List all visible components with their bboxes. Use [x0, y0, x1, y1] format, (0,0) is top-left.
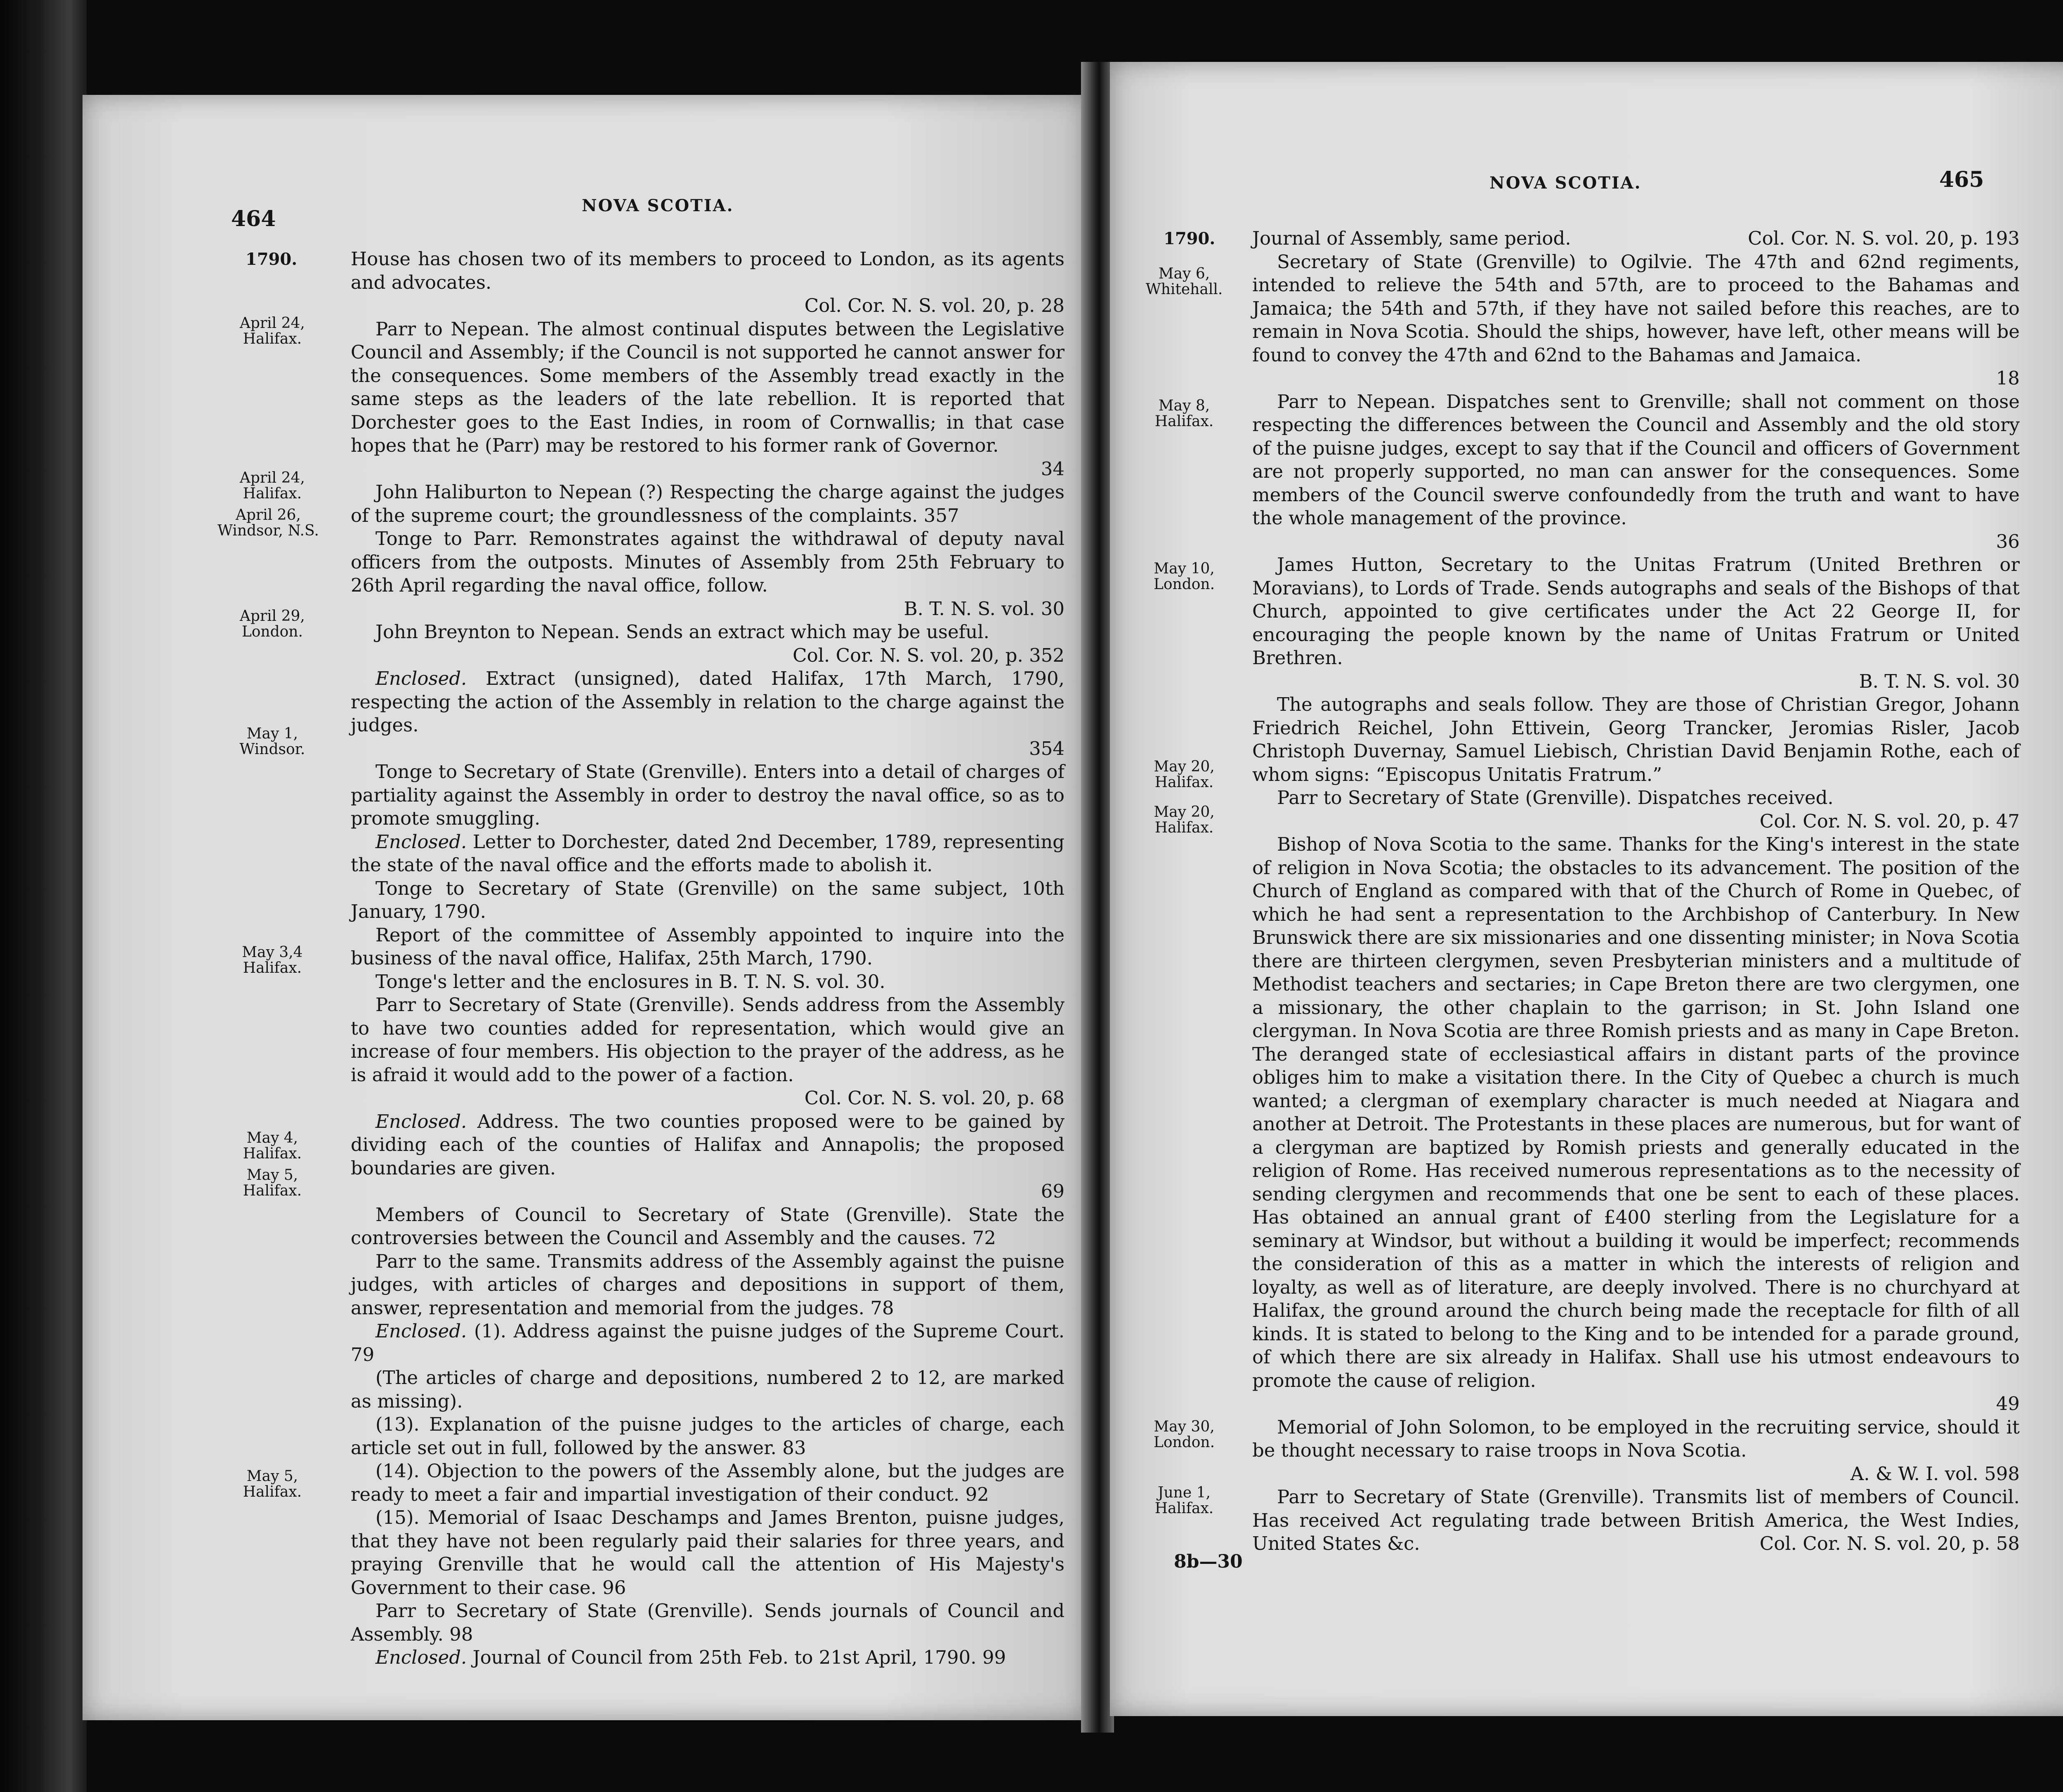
- page-ref: 69: [1041, 1180, 1065, 1202]
- printer-signature: 8b—30: [1174, 1551, 1243, 1572]
- entry: Journal of Assembly, same period. Col. Cor. N. S. vol. 20, p. 193: [1252, 227, 2020, 250]
- entry: (15). Memorial of Isaac Deschamps and James Brenton, puisne judges, that they have not been regularly paid their salaries for three years, and praying Grenville that he would call the attention of His Majesty's Government to their case. 96: [351, 1507, 1065, 1599]
- reference: Col. Cor. N. S. vol. 20, p. 28: [804, 295, 1065, 316]
- margin-notes: [219, 470, 326, 502]
- page-ref: 79: [351, 1343, 375, 1365]
- page-number: 464: [231, 206, 276, 231]
- margin-date: April 24, Halifax.: [240, 469, 305, 502]
- entry: Parr to Nepean. Dispatches sent to Grenville; shall not comment on those respecting the differences between the Council and Assembly and the old story of the puisne judges, except to say that if the Council and officers of Government are not properly supported, no man can answer for the consequences. Some members of the Council swerve confoundedly from the truth and want to have the whole management of the province. 36: [1252, 390, 2020, 554]
- entry: House has chosen two of its members to proceed to London, as its agents and advocates. Col. Cor. N. S. vol. 20, p. 28: [351, 248, 1065, 318]
- page-ref: 98: [449, 1623, 473, 1645]
- margin-date: April 24, Halifax.: [240, 315, 305, 347]
- margin-date: May 5, Halifax.: [243, 1167, 302, 1199]
- left-text-column: [351, 248, 1065, 1669]
- reference: B. T. N. S. vol. 30: [1859, 670, 2020, 692]
- margin-notes: [1131, 266, 1238, 297]
- page-ref: 18: [1996, 367, 2020, 389]
- entry: Parr to Secretary of State (Grenville). Transmits list of members of Council. Has received Act regulating trade between British America, the West Indies, United States &c. Col. Cor. N. S. vol. 20, p. 58: [1252, 1485, 2020, 1556]
- entry: Enclosed. Address. The two counties proposed were to be gained by dividing each of the counties of Halifax and Annapolis; the proposed boundaries are given. 69: [351, 1110, 1065, 1203]
- right-page: [1110, 62, 2063, 1716]
- margin-notes: [215, 507, 322, 539]
- entry: Tonge to Secretary of State (Grenville) on the same subject, 10th January, 1790.: [351, 877, 1065, 922]
- entry: John Breynton to Nepean. Sends an extract which may be useful. Col. Cor. N. S. vol. 20, p. 352: [351, 620, 1065, 667]
- page-ref: 49: [1996, 1393, 2020, 1415]
- page-ref: 36: [1996, 530, 2020, 552]
- page-ref: 83: [782, 1436, 806, 1459]
- year-label: 1790.: [245, 250, 297, 269]
- book-edge-left: [0, 0, 87, 1792]
- running-head: NOVA SCOTIA.: [582, 196, 734, 215]
- margin-notes: [1131, 398, 1238, 429]
- entry: Bishop of Nova Scotia to the same. Thanks for the King's interest in the state of religion in Nova Scotia; the obstacles to its advancement. The position of the Church of England as compared with that of the Church of Rome in Quebec, of which he had sent a representation to the Archbishop of Canterbury. In New Brunswick there are six missionaries and one dissenting minister; in Nova Scotia there are thirteen clergymen, seven Presbyterian ministers and a multitude of Methodist teachers and sectaries; in Cape Breton there are two clergymen, one a missionary, the other chaplain to the garrison; in St. John Island one clergyman. In Nova Scotia are three Romish priests and as many in Cape Breton. The deranged state of ecclesiastical affairs in distant parts of the province obliges him to make a visitation there. In the City of Quebec a church is much wanted; a clergman of exemplary character is much needed at Niagara and another at Detroit. The Protestants in these places are numerous, but for want of a clergyman are baptized by Romish priests and generally educated in the religion of Rome. Has received numerous representations as to the necessity of sending clergymen and recommends that one be sent to each of these places. Has obtained an annual grant of £400 sterling from the Legislature for a seminary at Windsor, but without a building it would be imperfect; recommends the consideration of this as a matter in which the interests of religion and loyalty, as well as of literature, are deeply involved. There is no churchyard at Halifax, the ground around the church being made the receptacle for filth of all kinds. It is stated to belong to the King and to be intended for a parade ground, of which there are six already in Halifax. Shall use his utmost endeavours to promote the cause of religion. 49: [1252, 833, 2020, 1416]
- book-gutter: [1081, 62, 1114, 1733]
- entry: Enclosed. (1). Address against the puisne judges of the Supreme Court. 79: [351, 1320, 1065, 1365]
- margin-notes: [219, 608, 326, 640]
- margin-date: June 1, Halifax.: [1154, 1484, 1214, 1517]
- entry: Parr to Nepean. The almost continual disputes between the Legislative Council and Assembly; if the Council is not supported he cannot answer for the consequences. Some members of the Assembly tread exactly in the same steps as the leaders of the late rebellion. It is reported that Dorchester goes to the East Indies, in room of Cornwallis; in that case hopes that he (Parr) may be restored to his former rank of Governor. 34: [351, 318, 1065, 481]
- reference: B. T. N. S. vol. 30: [904, 597, 1065, 620]
- margin-date: May 4, Halifax.: [243, 1129, 302, 1162]
- entry: Tonge to Parr. Remonstrates against the withdrawal of deputy naval officers from the outposts. Minutes of Assembly from 25th February to 26th April regarding the naval office, follow. B. T. N. S. vol. 30: [351, 527, 1065, 620]
- entry: Memorial of John Solomon, to be employed in the recruiting service, should it be thought necessary to raise troops in Nova Scotia. A. & W. I. vol. 598: [1252, 1416, 2020, 1486]
- left-page: [83, 95, 1085, 1720]
- entry: (14). Objection to the powers of the Assembly alone, but the judges are ready to meet a fair and impartial investigation of their conduct. 92: [351, 1460, 1065, 1505]
- entry: Enclosed. Letter to Dorchester, dated 2nd December, 1789, representing the state of the naval office and the efforts made to abolish it.: [351, 830, 1065, 876]
- page-ref: 354: [1029, 737, 1065, 759]
- entry: Members of Council to Secretary of State (Grenville). State the controversies between the Council and Assembly and the causes. 72: [351, 1203, 1065, 1249]
- margin-notes: [219, 1167, 326, 1199]
- entry: Report of the committee of Assembly appointed to inquire into the business of the naval office, Halifax, 25th March, 1790.: [351, 924, 1065, 969]
- entry: James Hutton, Secretary to the Unitas Fratrum (United Brethren or Moravians), to Lords of Trade. Sends autographs and seals of the Bishops of that Church, appointed to give certificates under the Act 22 George II, for encouraging the people known by the name of Unitas Fratrum or United Brethren. B. T. N. S. vol. 30: [1252, 553, 2020, 693]
- reference: Col. Cor. N. S. vol. 20, p. 47: [1759, 810, 2020, 832]
- right-text-column: [1252, 227, 2020, 1556]
- entry: Secretary of State (Grenville) to Ogilvie. The 47th and 62nd regiments, intended to relieve the 54th and 57th, are to proceed to the Bahamas and Jamaica; the 54th and 57th, if they have not sailed before this reaches, are to remain in Nova Scotia. Should the ships, however, have left, other means will be found to convey the 47th and 62nd to the Bahamas and Jamaica. 18: [1252, 250, 2020, 390]
- entry: Tonge to Secretary of State (Grenville). Enters into a detail of charges of partiality against the Assembly in order to destroy the naval office, so as to promote smuggling.: [351, 761, 1065, 829]
- page-ref: 99: [982, 1646, 1006, 1668]
- reference: Col. Cor. N. S. vol. 20, p. 352: [793, 644, 1065, 666]
- running-head: NOVA SCOTIA.: [1489, 173, 1642, 193]
- page-ref: 357: [923, 504, 959, 526]
- margin-date: May 6, Whitehall.: [1145, 265, 1223, 298]
- entry: Enclosed. Extract (unsigned), dated Halifax, 17th March, 1790, respecting the action of the Assembly in relation to the charge against the judges. 354: [351, 667, 1065, 760]
- margin-notes: [1131, 1485, 1238, 1516]
- margin-notes: [219, 726, 326, 757]
- margin-date: May 1, Windsor.: [239, 725, 305, 758]
- margin-notes: [219, 945, 326, 976]
- margin-notes: [219, 1130, 326, 1162]
- entry: Tonge's letter and the enclosures in B. T. N. S. vol. 30.: [375, 970, 885, 993]
- entry: Parr to Secretary of State (Grenville). Sends journals of Council and Assembly. 98: [351, 1600, 1065, 1645]
- margin-date: April 26, Windsor, N.S.: [217, 507, 319, 539]
- page-ref: 96: [602, 1576, 626, 1599]
- margin-date: May 30, London.: [1153, 1418, 1215, 1451]
- reference: Col. Cor. N. S. vol. 20, p. 58: [1759, 1533, 2020, 1554]
- page-ref: 78: [870, 1297, 894, 1319]
- page-number: 465: [1939, 167, 1984, 192]
- margin-date: May 5, Halifax.: [243, 1468, 302, 1500]
- entry: The autographs and seals follow. They are those of Christian Gregor, Johann Friedrich Reichel, John Ettivein, Georg Trancker, Jeromias Risler, Jacob Christoph Duvernay, Samuel Liebisch, Christian David Benjamin Rothe, each of whom signs: “Episcopus Unitatis Fratrum.”: [1252, 693, 2020, 785]
- margin-date: May 20, Halifax.: [1154, 804, 1215, 836]
- page-ref: 72: [972, 1227, 996, 1249]
- margin-notes: [1131, 1419, 1238, 1450]
- reference: Col. Cor. N. S. vol. 20, p. 68: [804, 1087, 1065, 1109]
- margin-date: May 20, Halifax.: [1154, 758, 1215, 791]
- entry: Parr to Secretary of State (Grenville). Sends address from the Assembly to have two counties added for representation, which would give an increase of four members. His objection to the prayer of the address, as he is afraid it would add to the power of a faction. Col. Cor. N. S. vol. 20, p. 68: [351, 993, 1065, 1110]
- entry: Parr to the same. Transmits address of the Assembly against the puisne judges, with articles of charges and depositions in support of them, answer, representation and memorial from the judges. 78: [351, 1250, 1065, 1319]
- margin-notes: [1131, 804, 1238, 836]
- reference: A. & W. I. vol. 598: [1850, 1462, 2020, 1485]
- page-ref: 34: [1041, 457, 1065, 480]
- entry: (The articles of charge and depositions, numbered 2 to 12, are marked as missing).: [351, 1367, 1065, 1412]
- margin-notes: [219, 316, 326, 347]
- margin-notes: [219, 1469, 326, 1500]
- margin-date: May 3,4 Halifax.: [242, 944, 303, 976]
- margin-date: May 8, Halifax.: [1154, 397, 1214, 430]
- entry: Enclosed. Journal of Council from 25th Feb. to 21st April, 1790. 99: [375, 1646, 1006, 1668]
- margin-date: April 29, London.: [240, 608, 305, 640]
- reference: Col. Cor. N. S. vol. 20, p. 193: [1748, 227, 2020, 249]
- margin-date: May 10, London.: [1153, 560, 1215, 593]
- entry: Parr to Secretary of State (Grenville). Dispatches received. Col. Cor. N. S. vol. 20, p. 47: [1252, 786, 2020, 833]
- entry: John Haliburton to Nepean (?) Respecting the charge against the judges of the supreme court; the groundlessness of the complaints. 357: [351, 481, 1065, 526]
- year-label: 1790.: [1164, 229, 1216, 248]
- entry: (13). Explanation of the puisne judges to the articles of charge, each article set out in full, followed by the answer. 83: [351, 1413, 1065, 1459]
- margin-notes: [1131, 561, 1238, 592]
- page-ref: 92: [965, 1483, 989, 1505]
- margin-notes: [1131, 759, 1238, 790]
